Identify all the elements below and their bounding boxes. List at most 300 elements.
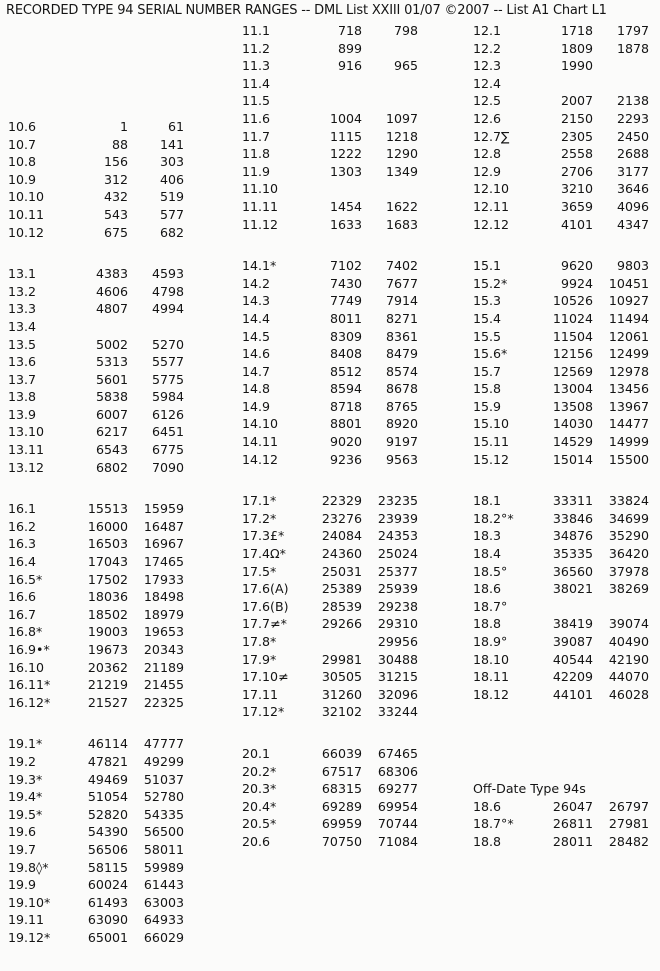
range-start: 3210 xyxy=(560,181,593,197)
range-end: 1797 xyxy=(616,23,649,38)
range-start: 21527 xyxy=(87,694,128,710)
variety-code: 15.2* xyxy=(473,275,508,291)
variety-code: 12.6 xyxy=(473,110,502,126)
range-start: 60024 xyxy=(87,877,128,893)
range-end: 35290 xyxy=(608,528,649,544)
serial-range-row xyxy=(473,198,649,216)
range-end: 4593 xyxy=(151,266,184,282)
range-end: 1683 xyxy=(385,216,418,232)
variety-code: 11.9 xyxy=(242,163,271,179)
serial-range-row xyxy=(242,580,418,598)
variety-code: 15.11 xyxy=(473,434,510,450)
serial-range-row xyxy=(8,518,184,536)
range-start: 8309 xyxy=(329,328,362,344)
serial-range-row xyxy=(8,623,184,641)
range-start: 63090 xyxy=(87,912,128,928)
serial-range-row xyxy=(242,163,418,181)
variety-code: 16.8* xyxy=(8,624,43,640)
range-group xyxy=(242,492,418,721)
range-end: 4798 xyxy=(151,283,184,299)
variety-code: 16.4 xyxy=(8,554,37,570)
variety-code: 14.10 xyxy=(242,416,279,432)
variety-code: 19.10* xyxy=(8,894,51,910)
serial-range-row xyxy=(8,188,184,206)
variety-code: 11.8 xyxy=(242,146,271,162)
range-start: 7430 xyxy=(329,275,362,291)
range-start: 36560 xyxy=(552,563,593,579)
range-end: 36420 xyxy=(608,546,649,562)
serial-range-row xyxy=(8,771,184,789)
range-end: 682 xyxy=(159,224,184,240)
variety-code: 17.1* xyxy=(242,493,277,509)
serial-range-row xyxy=(242,510,418,528)
range-group xyxy=(242,257,418,468)
range-start: 19673 xyxy=(87,642,128,657)
range-end: 8920 xyxy=(385,416,418,432)
variety-code: 14.8 xyxy=(242,381,271,397)
range-start: 6802 xyxy=(95,459,128,475)
range-start: 9924 xyxy=(560,275,593,291)
range-start: 51054 xyxy=(87,789,128,805)
range-start: 9620 xyxy=(560,258,593,274)
range-end xyxy=(362,40,418,58)
range-start: 899 xyxy=(337,40,362,56)
range-start: 34876 xyxy=(552,528,593,544)
range-end: 1878 xyxy=(616,40,649,56)
variety-code: 18.12 xyxy=(473,686,510,702)
serial-range-row xyxy=(473,57,649,75)
serial-range-row xyxy=(242,433,418,451)
variety-code: 17.12* xyxy=(242,704,285,720)
variety-code: 11.5 xyxy=(242,93,271,109)
variety-code: 18.8 xyxy=(473,833,502,849)
variety-code: 13.5 xyxy=(8,336,37,352)
range-end: 7914 xyxy=(385,293,418,309)
range-end: 69277 xyxy=(377,781,418,797)
range-start: 14030 xyxy=(552,416,593,432)
range-group xyxy=(473,22,649,233)
range-end: 13967 xyxy=(608,398,649,414)
range-start: 8718 xyxy=(329,398,362,414)
variety-code: 10.12 xyxy=(8,224,45,240)
serial-range-row xyxy=(242,815,418,833)
variety-code: 15.3 xyxy=(473,293,502,309)
range-start: 39087 xyxy=(552,634,593,649)
variety-code: 10.10 xyxy=(8,189,45,205)
variety-code: 11.12 xyxy=(242,216,279,232)
variety-code: 18.6 xyxy=(473,798,502,814)
range-end: 17465 xyxy=(143,554,184,570)
serial-range-row xyxy=(242,798,418,816)
serial-range-row xyxy=(242,745,418,763)
variety-code: 19.12* xyxy=(8,929,51,945)
range-start: 1303 xyxy=(329,163,362,179)
range-start: 8011 xyxy=(329,310,362,326)
serial-range-row xyxy=(8,676,184,694)
range-end: 20343 xyxy=(143,642,184,657)
serial-range-row xyxy=(242,415,418,433)
page-title: RECORDED TYPE 94 SERIAL NUMBER RANGES -- DML List XXIII 01/07 ©2007 -- List A1 Chart L1 xyxy=(6,3,607,18)
range-start: 69959 xyxy=(321,816,362,832)
variety-code: 20.4* xyxy=(242,798,277,814)
range-end: 56500 xyxy=(143,824,184,840)
range-end: 12978 xyxy=(608,363,649,379)
serial-range-row xyxy=(473,22,649,40)
blank-row xyxy=(473,745,649,763)
range-end: 47777 xyxy=(143,736,184,752)
serial-range-row xyxy=(8,911,184,929)
range-group xyxy=(8,30,184,241)
variety-code: 12.7∑ xyxy=(473,128,510,144)
range-end: 44070 xyxy=(608,669,649,685)
variety-code: 16.9•* xyxy=(8,642,50,657)
serial-range-row xyxy=(473,163,649,181)
range-start: 5313 xyxy=(95,354,128,370)
variety-code: 17.4Ω* xyxy=(242,546,286,562)
range-start: 26047 xyxy=(552,798,593,814)
range-start: 24084 xyxy=(321,528,362,544)
variety-code: 18.7°* xyxy=(473,816,514,832)
variety-code: 12.11 xyxy=(473,198,510,214)
range-start: 6543 xyxy=(95,442,128,458)
serial-range-row xyxy=(8,823,184,841)
range-end: 71084 xyxy=(377,833,418,849)
serial-range-row xyxy=(473,451,649,469)
variety-code: 11.2 xyxy=(242,40,271,56)
range-start: 1115 xyxy=(329,128,362,144)
range-end: 5577 xyxy=(151,354,184,370)
range-end xyxy=(362,75,418,93)
variety-code: 12.4 xyxy=(473,75,502,91)
range-end: 33824 xyxy=(608,493,649,509)
range-end xyxy=(593,598,649,616)
range-end: 37978 xyxy=(608,563,649,579)
serial-range-row xyxy=(242,128,418,146)
range-start: 52820 xyxy=(87,806,128,822)
variety-code: 12.12 xyxy=(473,216,510,232)
range-start: 14529 xyxy=(552,434,593,450)
range-start: 16503 xyxy=(87,536,128,552)
range-end: 64933 xyxy=(143,912,184,928)
serial-range-row xyxy=(242,545,418,563)
range-start: 28011 xyxy=(552,833,593,849)
range-end: 7677 xyxy=(385,275,418,291)
range-end: 40490 xyxy=(608,634,649,649)
range-end: 8678 xyxy=(385,381,418,397)
range-group xyxy=(8,500,184,711)
range-start: 61493 xyxy=(87,894,128,910)
range-end: 10451 xyxy=(608,275,649,291)
variety-code: 15.8 xyxy=(473,381,502,397)
range-start: 4807 xyxy=(95,301,128,317)
variety-code: 16.10 xyxy=(8,659,45,675)
variety-code: 14.7 xyxy=(242,363,271,379)
serial-range-row xyxy=(242,651,418,669)
range-end: 17933 xyxy=(143,571,184,587)
range-start: 35335 xyxy=(552,546,593,562)
variety-code: 18.9° xyxy=(473,634,508,649)
range-start: 33846 xyxy=(552,510,593,526)
range-end: 11494 xyxy=(608,310,649,326)
range-end: 4347 xyxy=(616,216,649,232)
range-end: 15959 xyxy=(143,501,184,517)
range-start: 68315 xyxy=(321,781,362,797)
range-end: 23235 xyxy=(377,493,418,509)
range-start: 1990 xyxy=(560,58,593,74)
serial-range-row xyxy=(8,553,184,571)
serial-range-row xyxy=(473,128,649,146)
range-end xyxy=(593,57,649,75)
range-end: 9197 xyxy=(385,434,418,450)
serial-range-row xyxy=(8,171,184,189)
range-start xyxy=(70,318,128,336)
range-start: 65001 xyxy=(87,929,128,945)
range-end: 16967 xyxy=(143,536,184,552)
serial-range-row xyxy=(8,318,184,336)
range-end: 1349 xyxy=(385,163,418,179)
range-group xyxy=(8,265,184,476)
range-end: 8361 xyxy=(385,328,418,344)
range-group xyxy=(242,22,418,233)
range-end: 70744 xyxy=(377,816,418,832)
range-end: 1218 xyxy=(385,128,418,144)
range-end: 5984 xyxy=(151,389,184,405)
range-end: 6126 xyxy=(151,406,184,422)
range-end: 38269 xyxy=(608,581,649,597)
range-end: 12499 xyxy=(608,346,649,362)
range-end: 4096 xyxy=(616,198,649,214)
serial-range-row xyxy=(8,841,184,859)
range-start: 42209 xyxy=(552,669,593,685)
range-end: 21189 xyxy=(143,659,184,675)
variety-code: 17.10≠ xyxy=(242,669,289,685)
serial-range-row xyxy=(473,92,649,110)
range-start: 38021 xyxy=(552,581,593,597)
range-end xyxy=(593,75,649,93)
range-start: 5002 xyxy=(95,336,128,352)
variety-code: 19.4* xyxy=(8,789,43,805)
variety-code: 15.5 xyxy=(473,328,502,344)
serial-range-row xyxy=(242,780,418,798)
serial-range-row xyxy=(242,145,418,163)
range-end: 46028 xyxy=(608,686,649,702)
range-start: 156 xyxy=(103,154,128,170)
range-start: 25031 xyxy=(321,563,362,579)
range-start xyxy=(304,92,362,110)
serial-range-row xyxy=(8,929,184,947)
range-end: 68306 xyxy=(377,763,418,779)
variety-code: 16.6 xyxy=(8,589,37,605)
serial-range-row xyxy=(8,353,184,371)
variety-code: 10.9 xyxy=(8,171,37,187)
range-end: 31215 xyxy=(377,669,418,685)
range-start: 12156 xyxy=(552,346,593,362)
variety-code: 17.6(B) xyxy=(242,598,289,614)
range-start: 20362 xyxy=(87,659,128,675)
range-end: 49299 xyxy=(143,753,184,769)
range-end: 33244 xyxy=(377,704,418,720)
serial-range-row xyxy=(473,510,649,528)
serial-range-row xyxy=(473,615,649,633)
serial-range-row xyxy=(242,92,418,110)
serial-range-row xyxy=(473,257,649,275)
variety-code: 15.6* xyxy=(473,346,508,362)
range-start: 46114 xyxy=(87,736,128,752)
variety-code: 13.11 xyxy=(8,442,45,458)
serial-range-row xyxy=(8,753,184,771)
range-start: 312 xyxy=(103,171,128,187)
serial-range-row xyxy=(242,180,418,198)
serial-range-row xyxy=(8,300,184,318)
serial-range-row xyxy=(8,206,184,224)
variety-code: 13.6 xyxy=(8,354,37,370)
variety-code: 15.1 xyxy=(473,258,502,274)
serial-range-row xyxy=(8,588,184,606)
range-end: 8574 xyxy=(385,363,418,379)
range-start: 56506 xyxy=(87,841,128,857)
serial-range-row xyxy=(473,563,649,581)
variety-code: 18.6 xyxy=(473,581,502,597)
range-end: 14999 xyxy=(608,434,649,450)
range-group xyxy=(8,735,184,946)
range-start: 38419 xyxy=(552,616,593,632)
range-end: 39074 xyxy=(608,616,649,632)
range-start: 2007 xyxy=(560,93,593,109)
range-start: 47821 xyxy=(87,753,128,769)
range-start: 58115 xyxy=(87,859,128,875)
range-start: 54390 xyxy=(87,824,128,840)
range-end: 4994 xyxy=(151,301,184,317)
range-group xyxy=(242,745,418,851)
range-end: 6451 xyxy=(151,424,184,440)
range-end: 6775 xyxy=(151,442,184,458)
serial-range-row xyxy=(242,75,418,93)
range-start: 33311 xyxy=(552,493,593,509)
range-start: 2558 xyxy=(560,146,593,162)
range-start: 6217 xyxy=(95,424,128,440)
variety-code: 10.7 xyxy=(8,136,37,152)
serial-range-row xyxy=(473,275,649,293)
variety-code: 18.8 xyxy=(473,616,502,632)
serial-range-row xyxy=(242,451,418,469)
serial-range-row xyxy=(473,545,649,563)
variety-code: 16.2 xyxy=(8,518,37,534)
variety-code: 17.11 xyxy=(242,686,279,702)
range-end: 24353 xyxy=(377,528,418,544)
range-start: 49469 xyxy=(87,771,128,787)
variety-code: 14.3 xyxy=(242,293,271,309)
serial-range-row xyxy=(473,433,649,451)
variety-code: 11.4 xyxy=(242,75,271,91)
serial-range-row xyxy=(242,563,418,581)
range-end: 18498 xyxy=(143,589,184,605)
serial-range-row xyxy=(8,894,184,912)
variety-code: 11.11 xyxy=(242,198,279,214)
range-end: 66029 xyxy=(143,929,184,945)
variety-code: 17.7≠* xyxy=(242,616,287,632)
variety-code: 20.2* xyxy=(242,763,277,779)
variety-code: 19.8◊* xyxy=(8,859,49,875)
range-start: 1809 xyxy=(560,40,593,56)
serial-range-row xyxy=(8,441,184,459)
range-start: 7749 xyxy=(329,293,362,309)
serial-range-row xyxy=(242,398,418,416)
range-start: 8594 xyxy=(329,381,362,397)
serial-range-row xyxy=(473,580,649,598)
range-end: 798 xyxy=(393,23,418,38)
variety-code: 16.3 xyxy=(8,536,37,552)
range-end: 5775 xyxy=(151,371,184,387)
serial-range-row xyxy=(242,345,418,363)
serial-range-row xyxy=(473,75,649,93)
serial-range-row xyxy=(8,876,184,894)
variety-code: 16.11* xyxy=(8,677,51,693)
range-start: 18036 xyxy=(87,589,128,605)
range-end: 34699 xyxy=(608,510,649,526)
range-start: 13004 xyxy=(552,381,593,397)
variety-code: 20.5* xyxy=(242,816,277,832)
range-start: 1633 xyxy=(329,216,362,232)
range-end: 30488 xyxy=(377,651,418,667)
range-start: 8801 xyxy=(329,416,362,432)
serial-range-row xyxy=(8,659,184,677)
variety-code: 16.5* xyxy=(8,571,43,587)
blank-row xyxy=(8,65,184,83)
variety-code: 18.4 xyxy=(473,546,502,562)
range-start xyxy=(304,633,362,651)
range-start: 9020 xyxy=(329,434,362,450)
variety-code: 15.9 xyxy=(473,398,502,414)
variety-code: 18.5° xyxy=(473,563,508,579)
range-end: 13456 xyxy=(608,381,649,397)
variety-code: 19.7 xyxy=(8,841,37,857)
range-end: 9563 xyxy=(385,451,418,467)
serial-range-row xyxy=(8,806,184,824)
range-start: 5838 xyxy=(95,389,128,405)
variety-code: 19.3* xyxy=(8,771,43,787)
variety-code: 14.11 xyxy=(242,434,279,450)
blank-row xyxy=(8,100,184,118)
serial-range-row xyxy=(242,22,418,40)
serial-range-row xyxy=(8,859,184,877)
serial-range-row xyxy=(242,763,418,781)
range-start: 28539 xyxy=(321,598,362,614)
serial-range-row xyxy=(242,527,418,545)
serial-range-row xyxy=(8,136,184,154)
serial-range-row xyxy=(242,292,418,310)
variety-code: 18.2°* xyxy=(473,510,514,526)
range-start: 11504 xyxy=(552,328,593,344)
range-start: 916 xyxy=(337,58,362,74)
range-end: 519 xyxy=(159,189,184,205)
range-end: 63003 xyxy=(143,894,184,910)
serial-range-row xyxy=(242,257,418,275)
range-start: 11024 xyxy=(552,310,593,326)
serial-range-row xyxy=(473,363,649,381)
serial-range-row xyxy=(473,527,649,545)
variety-code: 13.1 xyxy=(8,266,37,282)
variety-code: 15.4 xyxy=(473,310,502,326)
range-end: 59989 xyxy=(143,859,184,875)
variety-code: 19.9 xyxy=(8,877,37,893)
range-end: 29238 xyxy=(377,598,418,614)
serial-range-row xyxy=(473,398,649,416)
range-start: 4101 xyxy=(560,216,593,232)
variety-code: 11.1 xyxy=(242,23,271,38)
variety-code: 17.6(A) xyxy=(242,581,289,597)
range-start: 15014 xyxy=(552,451,593,467)
serial-range-row xyxy=(473,145,649,163)
